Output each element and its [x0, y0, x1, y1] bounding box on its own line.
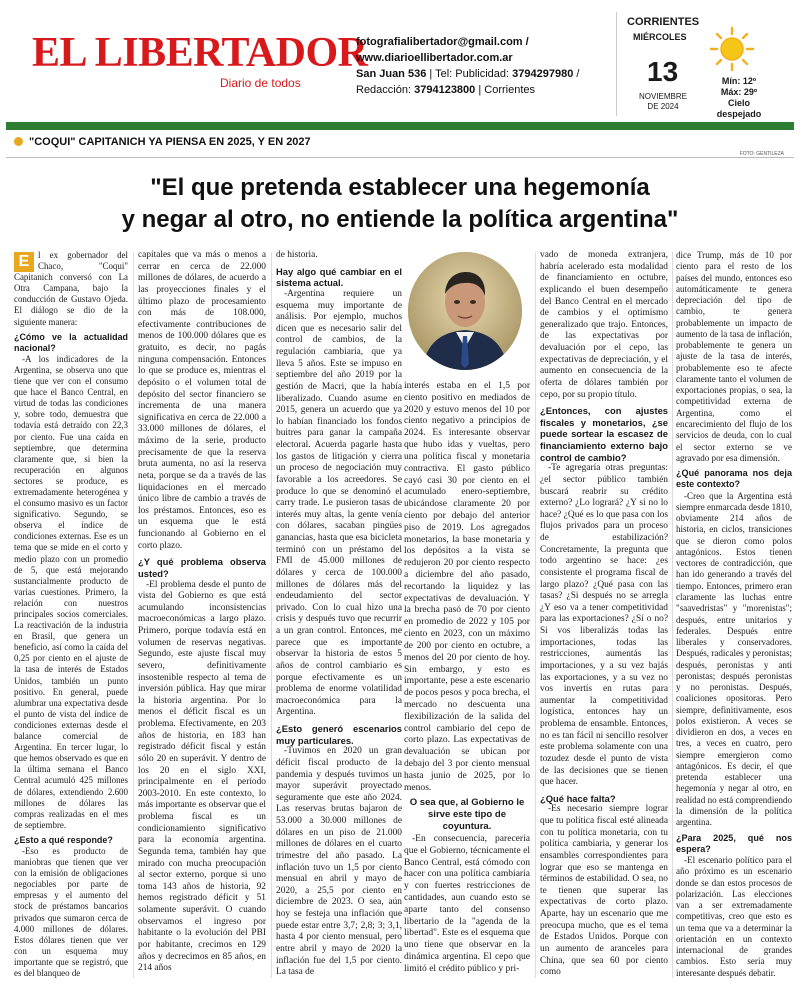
intro-text: l ex gobernador del Chaco, "Coqui" Capitanich conversó con La Otra Campana, bajo la conducción de Gustavo Ojeda. El diálogo se dio de la siguiente manera: [14, 250, 128, 327]
dropcap: E [14, 252, 34, 272]
answer-paragraph: -El problema desde el punto de vista del Gobierno es que está acumulando inconsistencias macroeconómicas a largo plazo. Primero, porque todavía está en volumen de reservas negativas. Segundo, este ajuste fiscal muy severo, definitivamente insostenible respecto al tema de inversión pública. Hay que mirar la historia argentina. Por lo menos el déficit fiscal es un problema. Efectivamente, en 203 años de historia, en 183 han registrado déficit fiscal y están sólo 20 en superávit. Y dentro de los 20 en el siglo XXI, principalmente en el período 2003-2010. En este contexto, lo más importante es observar que el problema fiscal es un condicionamiento significativo para la economía argentina. Segunda tema, también hay que mirado con mucha preocupación al sector externo, porque si uno toma 143 años de historia, 92 hemos registrado déficit y 51 solamente superávit. O cuando observamos el ingreso por habitante o la evolución del PBI por habitante, crecimos en 129 años y decrecimos en 85 años, en 214 años [138, 579, 266, 974]
question: ¿Esto a qué responde? [14, 834, 113, 845]
headline-line-1: "El que pretenda establecer una hegemonía [150, 174, 650, 201]
article-kicker [14, 136, 311, 148]
contact-address: San Juan 536 [356, 68, 427, 80]
weather-month-name: NOVIEMBRE [638, 92, 687, 101]
question: ¿Cómo ve la actualidad nacional? [14, 331, 128, 353]
temp-max: Máx: 29º [720, 87, 758, 97]
weather-city: CORRIENTES [627, 16, 700, 28]
divider [6, 157, 794, 158]
answer-paragraph: -Es necesario siempre lograr que tu política fiscal esté alineada con tu política monetaria, con tu política cambiaria, y generar los ensambles correspondientes para lograr que eso se mantenga en términos de estabilidad. O sea, no te tienen que superar las expectativas de corto plazo. Aparte, hay un escenario que me preocupa mucho, que es el tema de Estados Unidos. Porque con un aumento de aranceles para China, que sea 60 por ciento como [540, 804, 668, 978]
headline-line-2: y negar al otro, no entiende la política argentina" [121, 206, 679, 233]
answer-paragraph: -A los indicadores de la Argentina, se observa uno que tiene que ver con el consumo que hace el Banco Central, en virtud de todas las condiciones y, sobre todo, demuestra que todavía está detraído con 22,3 por ciento. Fue una caída en septiembre, que determina claramente que, si bien la recuperación en algunos sectores se produce, es extremadamente heterogénea y el consumo masivo es un factor significativo. Segundo, se observa el índice de condiciones externas. Ese es un tema que se mide en el corto y medio plazo con un promedio de 5, que está mejorando sustancialmente producto de varias cuestiones. Primero, la relación con nuestros principales socios comerciales. La reactivación de la industria en Brasil, que genera un beneficio, así como la caída del 0,25 por ciento en el ajuste de la tasa de interés de Estados Unidos, también un punto positivo. En general, puede alumbrar una expectativa desde el punto de vista del índice de condiciones externas desde el balance comercial de Argentina. En tercer lugar, lo que hemos observado es que en la última semana el Banco Central acumuló 425 millones de dólares, extendiendo 2.600 millones de dólares las compras realizadas en el mes de septiembre. [14, 353, 128, 830]
question: ¿Qué panorama nos deja este contexto? [676, 468, 792, 490]
answer-paragraph: -El escenario político para el año próximo es un escenario donde se dan estos procesos de polarización. Las elecciones van a ser extremadamente competitivas, creo que esto es un tema que va a determinar la orientación en un contexto internacional de grandes cambios. Esto sería muy interesante después debatir. [676, 855, 792, 978]
question: ¿Y qué problema observa usted? [138, 556, 266, 579]
answer-paragraph: de historia. [276, 250, 318, 260]
weather-temps [709, 76, 769, 120]
article-column-5 [540, 250, 668, 979]
answer-paragraph: interés estaba en el 1,5 por ciento positivo en mediados de 2020 y estuvo menos del 10 por ciento negativo a principios de 2024. Es interesante observar que hubo idas y vueltas, pero una política fiscal y monetaria contractiva. El gasto público cayó casi 30 por ciento en el acumulado enero-septiembre, ubicándose claramente 20 por ciento por debajo del anterior piso de 2019. Los agregados monetarios, la base monetaria y los depósitos a la vista se redujeron 20 por ciento respecto a diciembre del año pasado, recortando la liquidez y las expectativas de devaluación. Y la brecha pasó de 70 por ciento en promedio de 2022 y 105 por ciento en 2023, con un máximo de 200 por ciento en octubre, a menos del 20 por ciento de hoy. Sin embargo, y esto es importante, pese a este escenario de pocos pesos y poca brecha, el mercado no descuenta una flexibilización de la salida del control cambiario del cepo de corto plazo. Las expectativas de devaluación se ubican por debajo del 3 por ciento mensual hasta junio de 2025, por lo menos. [404, 380, 530, 793]
answer-paragraph: dice Trump, más de 10 por ciento para el resto de los países del mundo, entonces eso automáticamente te genera depreciación del tipo de cambio, te genera probablemente un impacto de aumento de la tasa de inflación, probablemente te genera un ajuste de la tasa de interés, probablemente eso te afecte claramente tanto el volumen de exportaciones propias, o sea, la competitividad externa de Argentina, como el encarecimiento del flujo de los servicios de deuda, con lo cual el sector externo se ve agravado por esa dimensión. [676, 250, 792, 463]
question: ¿Para 2025, qué nos espera? [676, 832, 792, 854]
weather-day: 13 [647, 56, 679, 87]
question: ¿Esto generó escenarios muy particulares. [276, 723, 402, 746]
column-divider [672, 252, 673, 978]
capitanich-portrait [408, 252, 522, 370]
answer-paragraph: -Tuvimos en 2020 un gran déficit fiscal producto de la pandemia y después tuvimos un mayor superávit proyectado seguramente que este año 2024. Las reservas brutas bajaron de 53.000 a 30.000 millones de dólares en un piso de 21.000 millones de dólares en el cuarto trimestre del año pasado. La inflación tuvo un 1,5 por ciento mensual en abril y mayo de 2020, a 25,5 por ciento en diciembre de 2023. O sea, aún hoy se festeja una inflación que puede estar entre 3,7; 2,8; 3; 3,1, hasta 4 por ciento mensual, pero entre abril y mayo de 2020 la inflación fue del 1,5 por ciento. La tasa de [276, 746, 402, 978]
article-column-4 [404, 380, 530, 975]
article-column-3 [276, 250, 402, 979]
column-divider [271, 252, 272, 978]
answer-paragraph: -Creo que la Argentina está siempre enmarcada desde 1810, obviamente 214 años de historia, en ciclos, transiciones que se dieron como polos antagónicos. Estos tienen vectores de contradicción, que han ido generando a través del tiempo. Entonces, primero eran claramente las luchas entre "saavedristas" y "morenistas"; después, entre unitarios y federales. Después entre liberales y conservadores. Después, radicales y peronistas; después, peronistas y anti peronistas; después peronistas y no peronistas. Después, coaliciones opositoras. Pero siempre, definitivamente, esos polos existieron. A veces se dividieron en dos, a veces en tres, a veces en cuatro, pero siempre emergieron como antagónicos. Es decir, el que pretenda establecer una hegemonía y negar al otro, en realidad no está comprendiendo la dimensión de la política argentina. [676, 490, 792, 828]
weather-month [633, 92, 693, 112]
redaccion-label: Redacción: [356, 84, 412, 96]
tel-publicidad-label: | Tel: Publicidad: [429, 68, 510, 80]
intro-paragraph [14, 250, 128, 328]
logo-title: EL LIBERTADOR [32, 30, 368, 76]
tel-publicidad: 3794297980 [512, 68, 574, 80]
article-headline [20, 172, 780, 236]
question: ¿Entonces, con ajustes fiscales y monetarios, ¿se puede sortear la escasez de financiamiento externo bajo control de cambio? [540, 405, 668, 463]
question: ¿Qué hace falta? [540, 792, 616, 804]
article-column-1 [14, 250, 128, 979]
contact-email[interactable]: fotografialibertador@gmail.com / [356, 36, 529, 48]
answer-paragraph: -Argentina requiere un esquema muy importante de análisis. Por ejemplo, muchos dicen que es necesario salir del control de cambios, de la regulación cambiaria, que ya lleva 5 años. Este se impuso en septiembre del año 2019 por la gestión de Macri, que la había liberalizado. Cuando asume en 2015, genera un acuerdo que ya lo habían financiado los fondos buitres para ganar la campaña electoral. Acuerda pagarle hasta los gastos de litigación y cierra un proceso de negociación muy favorable a los acreedores. Se produce lo que se denominó el carry trade. Le pusieron tasas de interés muy altas, la gente venía con dólares, sacaban pingües ganancias, hasta que esa bicicleta terminó con un préstamo del FMI de 45.000 millones de dólares y cerca de 100.000 millones de dólares más del endeudamiento del sector privado. Con lo cual hizo una crisis y después tuvo que recurrir a un gran control. Entonces, me parece que es importante observar la historia de estos 5 años de control cambiario es porque efectivamente es un problema de enorme volatilidad macroeconómica para la Argentina. [276, 288, 402, 718]
answer-paragraph: vado de moneda extranjera, habría acelerado esta modalidad de financiamiento en octubre, explicando el buen desempeño del Banco Central en el mercado de cambios y el optimismo generalizado que trajo. Entonces, de las expectativas por devaluación por el cepo, las expectativas de depreciación, y el aumento en consecuencia de la oferta de dólares también por cepo, por su propio título. [540, 250, 668, 400]
article-column-2 [138, 250, 266, 975]
question: O sea que, al Gobierno le sirve este tipo de coyuntura. [409, 797, 525, 833]
photo-credit: FOTO: GENTILEZA [739, 151, 784, 157]
answer-paragraph: capitales que va más o menos a cerrar en cerca de 22.000 millones de dólares, de acuerdo a las proyecciones finales y el último plazo de procesamiento con más de 108.000, efectivamente contribuciones de menos de 100.000 dólares que es gratuito, es decir, no pagás ninguna compensación. Entonces lo que se produce es, mientras el depósito o el volumen total de depósito del sector financiero se incrementa de una manera significativa en cerca de 22.000 a 33.000 millones de dólares, el máximo de la serie, producto precisamente de que la reserva bruta aumenta, no así la reserva neta, porque se da a través de las liquidaciones en el mercado único libre de cambio a través de los préstamos. Entonces, eso es un esquema que le está funcionando al Gobierno en el corto plazo. [138, 250, 266, 551]
answer-paragraph: -En consecuencia, parecería que el Gobierno, técnicamente el Banco Central, está cómodo con hacer con una política cambiaria y con fuertes restricciones de cantidades, aun cuando esto se aparte tanto del consenso libertario de la "agenda de la libertad". Este es el esquema que uno tiene que observar en la dinámica argentina. El cepo que limitó el crédito público y pri- [404, 832, 530, 974]
slash: / [576, 68, 580, 80]
newspaper-logo[interactable] [32, 30, 368, 90]
column-divider [535, 252, 536, 978]
masthead [0, 0, 800, 118]
section-band [6, 122, 794, 130]
kicker-text: "COQUI" CAPITANICH YA PIENSA EN 2025, Y EN 2027 [29, 136, 311, 148]
article-column-6 [676, 250, 792, 979]
sun-icon [709, 26, 755, 72]
weather-condition-2: despejado [716, 109, 762, 119]
weather-year: DE 2024 [647, 102, 679, 111]
answer-paragraph: -Te agregaría otras preguntas: ¿el sector público también buscará reabrir su crédito externo? ¿Lo logrará? ¿Y si no lo hace? ¿Qué es lo que pasa con los flujos privados para un proceso de estabilización? Concretamente, la pregunta que todo argentino se hace: ¿es consistente el programa fiscal de largo plazo? ¿Qué pasa con las tasas? ¿Si después no se arregla ¿Y eso va a tener competitividad para las exportaciones? ¿Sí o no? Si vos liberalizás todas las importaciones, todas las restricciones, aumentás las importaciones, y a su vez bajás las exportaciones, y a su vez no vos invertís en rutas para aumentar la competitividad logística, entonces hay un problema de ensamble. Entonces, no es tan fácil ni sencillo resolver este problema solamente con una tozudez desde el punto de vista de las decisiones que se tienen que hacer. [540, 463, 668, 788]
kicker-dot-icon [14, 137, 23, 146]
question: Hay algo qué cambiar en el sistema actual. [276, 265, 402, 289]
column-divider [133, 252, 134, 978]
tel-redaccion: 3794123800 [414, 84, 476, 96]
weather-weekday: MIÉRCOLES [633, 32, 687, 42]
temp-min: Mín: 12º [721, 76, 757, 86]
contact-website[interactable]: www.diarioellibertador.com.ar [356, 52, 513, 64]
weather-condition-1: Cielo [727, 98, 750, 108]
answer-paragraph: -Eso es producto de maniobras que tienen que ver con la emisión de obligaciones negociables por parte de empresas y el aumento del stock de préstamos bancarios privados que sumaron cerca de 4.000 millones de dólares. Estos dólares tienen que ver con un esquema muy importante que se registró, que es del blanqueo de [14, 845, 128, 978]
contact-info [356, 34, 579, 98]
logo-subtitle: Diario de todos [220, 76, 301, 90]
city-label: | Corrientes [478, 84, 536, 96]
weather-box [616, 12, 785, 119]
